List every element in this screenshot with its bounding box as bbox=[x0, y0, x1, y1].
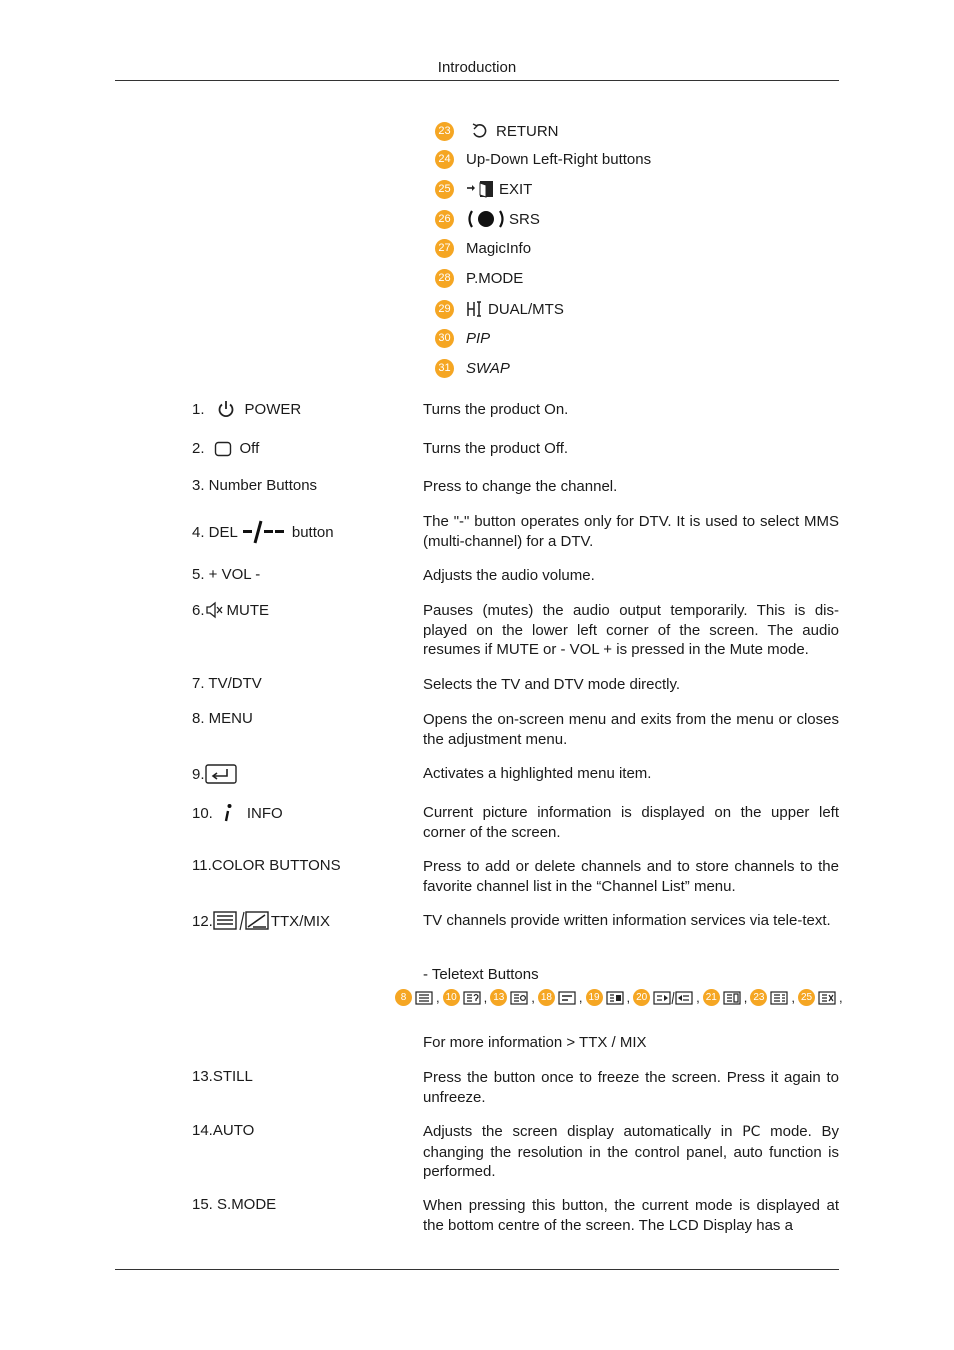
page-header-title: Introduction bbox=[437, 59, 517, 76]
pc-text: PC bbox=[742, 1124, 761, 1140]
exit-icon bbox=[466, 180, 496, 198]
power-icon bbox=[217, 400, 235, 418]
legend-label: DUAL/MTS bbox=[488, 300, 564, 318]
enter-icon bbox=[205, 764, 237, 784]
row-color-buttons-desc: Press to add or delete channels and to store channels to the favorite channel list in the “Channel List” menu. bbox=[423, 858, 839, 895]
row-tvdtv-label: 7. TV/DTV bbox=[192, 675, 262, 692]
teletext-item bbox=[798, 989, 836, 1006]
row-off-label bbox=[192, 440, 259, 457]
desc-text: Adjusts the screen display automatically in bbox=[423, 1123, 743, 1140]
number-badge: 13 bbox=[490, 989, 507, 1006]
row-number: 2. bbox=[192, 440, 205, 457]
row-del-desc: The "-" button operates only for DTV. It is used to select MMS (multi-channel) for a DTV. bbox=[423, 513, 839, 550]
del-icon bbox=[242, 519, 286, 545]
row-label: Off bbox=[239, 440, 260, 457]
row-del-label bbox=[192, 519, 334, 545]
legend-item-exit bbox=[435, 178, 532, 200]
number-badge: 27 bbox=[435, 239, 454, 258]
legend-item-pip bbox=[435, 327, 490, 349]
legend-label: MagicInfo bbox=[466, 239, 532, 257]
number-badge: 10 bbox=[443, 989, 460, 1006]
teletext-cancel-icon bbox=[818, 991, 836, 1005]
row-number: 12. bbox=[192, 912, 213, 930]
teletext-buttons-row: 8 , 10 , 13 , 18 , 19 , 20 , 21 , 23 , 25 , bbox=[395, 989, 846, 1006]
teletext-item bbox=[586, 989, 624, 1006]
row-label: POWER bbox=[244, 400, 302, 418]
row-number: 1. bbox=[192, 400, 205, 418]
teletext-buttons-title: - Teletext Buttons bbox=[423, 966, 539, 983]
legend-label: P.MODE bbox=[466, 269, 524, 287]
row-number: 4. DEL bbox=[192, 523, 238, 541]
teletext-item bbox=[703, 989, 741, 1006]
number-badge: 24 bbox=[435, 150, 454, 169]
teletext-item bbox=[443, 989, 481, 1006]
number-badge: 26 bbox=[435, 210, 454, 229]
row-smode-desc: When pressing this button, the current mode is displayed at the bottom centre of the screen. The LCD Display has a bbox=[423, 1197, 839, 1234]
row-ttx-mix-label bbox=[192, 911, 330, 931]
row-enter-desc: Activates a highlighted menu item. bbox=[423, 765, 652, 782]
number-badge: 28 bbox=[435, 269, 454, 288]
number-badge: 25 bbox=[435, 180, 454, 199]
number-badge: 25 bbox=[798, 989, 815, 1006]
row-power-desc: Turns the product On. bbox=[423, 401, 569, 418]
row-number: 6. bbox=[192, 601, 205, 619]
legend-item-arrows bbox=[435, 148, 651, 170]
row-smode-label: 15. S.MODE bbox=[192, 1196, 277, 1213]
row-mute-label bbox=[192, 601, 269, 619]
number-badge: 18 bbox=[538, 989, 555, 1006]
teletext-more-info: For more information > TTX / MIX bbox=[423, 1034, 647, 1051]
row-info-desc: Current picture information is displayed on the upper left corner of the screen. bbox=[423, 804, 839, 841]
row-mute-desc: Pauses (mutes) the audio output temporarily. This is dis-played on the lower left corner of the screen. The audio resumes if MUTE or - VOL + is pressed in the Mute mode. bbox=[423, 602, 839, 658]
row-enter-label bbox=[192, 764, 237, 784]
teletext-list-icon bbox=[770, 991, 788, 1005]
number-badge: 30 bbox=[435, 329, 454, 348]
legend-item-dual-mts bbox=[435, 298, 564, 320]
legend-item-srs bbox=[435, 208, 540, 230]
teletext-item bbox=[538, 989, 576, 1006]
row-label: button bbox=[291, 523, 334, 541]
legend-label: RETURN bbox=[496, 122, 559, 140]
teletext-size-icon bbox=[558, 991, 576, 1005]
row-vol-desc: Adjusts the audio volume. bbox=[423, 567, 595, 584]
teletext-item bbox=[490, 989, 528, 1006]
row-auto-label: 14.AUTO bbox=[192, 1122, 255, 1139]
teletext-index-icon bbox=[415, 991, 433, 1005]
row-color-buttons-label: 11.COLOR BUTTONS bbox=[192, 857, 341, 874]
legend-label: EXIT bbox=[499, 180, 533, 198]
row-menu-label: 8. MENU bbox=[192, 710, 253, 727]
legend-item-pmode bbox=[435, 267, 523, 289]
row-number-buttons-label: 3. Number Buttons bbox=[192, 477, 318, 494]
teletext-hold-icon bbox=[510, 991, 528, 1005]
row-number-buttons-desc: Press to change the channel. bbox=[423, 478, 618, 495]
legend-item-return bbox=[435, 120, 559, 142]
mute-icon bbox=[205, 601, 223, 619]
row-auto-desc bbox=[423, 1122, 839, 1182]
return-icon bbox=[470, 123, 488, 139]
row-label: TTX/MIX bbox=[270, 912, 331, 930]
number-badge: 29 bbox=[435, 300, 454, 319]
number-badge: 19 bbox=[586, 989, 603, 1006]
row-tvdtv-desc: Selects the TV and DTV mode directly. bbox=[423, 676, 681, 693]
number-badge: 31 bbox=[435, 359, 454, 378]
row-off-desc: Turns the product Off. bbox=[423, 440, 569, 457]
row-label: MUTE bbox=[226, 601, 270, 619]
legend-label: SWAP bbox=[466, 359, 510, 377]
row-menu-desc: Opens the on-screen menu and exits from the menu or closes the adjustment menu. bbox=[423, 711, 839, 748]
teletext-item bbox=[750, 989, 788, 1006]
desc-text: mode. By changing the resolution in the control panel, auto function is performed. bbox=[423, 1123, 840, 1180]
row-number: 9. bbox=[192, 765, 205, 783]
teletext-mode-icon bbox=[653, 991, 693, 1005]
row-power-label bbox=[192, 400, 301, 418]
legend-label: Up-Down Left-Right buttons bbox=[466, 150, 652, 168]
number-badge: 20 bbox=[633, 989, 650, 1006]
teletext-item bbox=[395, 989, 433, 1006]
number-badge: 23 bbox=[435, 122, 454, 141]
footer-rule bbox=[115, 1269, 839, 1270]
ttx-mix-icon bbox=[213, 911, 269, 931]
legend-item-swap bbox=[435, 357, 510, 379]
row-still-label: 13.STILL bbox=[192, 1068, 253, 1085]
row-label: INFO bbox=[246, 804, 283, 822]
off-icon bbox=[214, 441, 232, 457]
row-ttx-mix-desc: TV channels provide written information services via tele-text. bbox=[423, 912, 831, 929]
number-badge: 21 bbox=[703, 989, 720, 1006]
legend-label: SRS bbox=[509, 210, 540, 228]
number-badge: 8 bbox=[395, 989, 412, 1006]
teletext-subpage-icon bbox=[723, 991, 741, 1005]
row-info-label bbox=[192, 803, 283, 823]
info-icon bbox=[223, 803, 233, 823]
srs-icon bbox=[466, 209, 506, 229]
teletext-reveal-icon bbox=[463, 991, 481, 1005]
header-rule bbox=[115, 80, 839, 81]
row-still-desc: Press the button once to freeze the screen. Press it again to unfreeze. bbox=[423, 1069, 839, 1106]
number-badge: 23 bbox=[750, 989, 767, 1006]
row-number: 10. bbox=[192, 804, 213, 822]
legend-item-magicinfo bbox=[435, 237, 531, 259]
dual-mts-icon bbox=[466, 300, 482, 318]
legend-label: PIP bbox=[466, 329, 491, 347]
teletext-item bbox=[633, 989, 693, 1006]
row-vol-label: 5. + VOL - bbox=[192, 566, 261, 583]
teletext-store-icon bbox=[606, 991, 624, 1005]
